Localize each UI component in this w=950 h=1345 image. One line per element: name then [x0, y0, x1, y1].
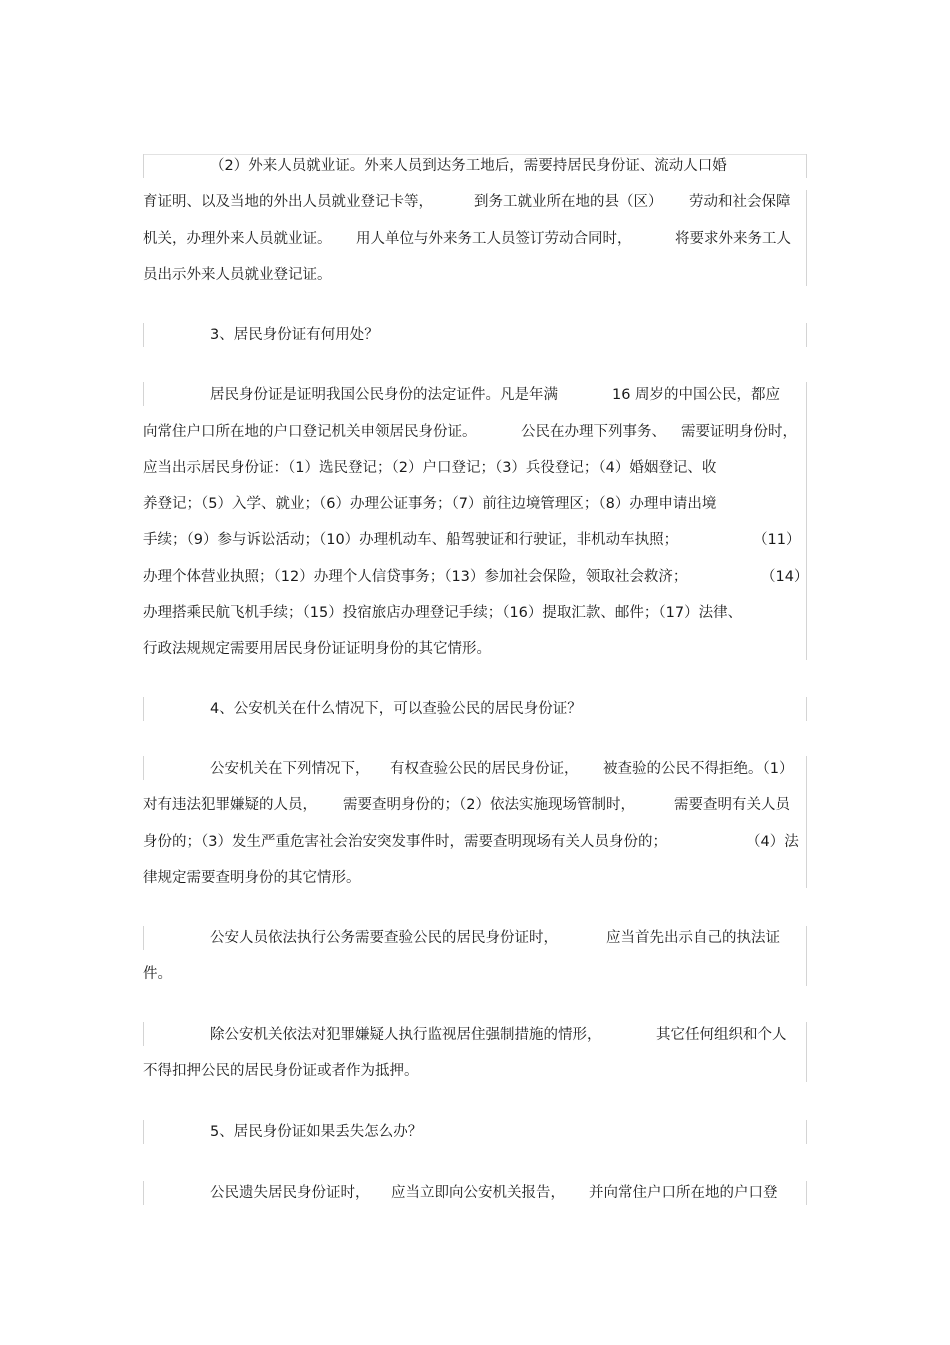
text-segment: （4）法	[746, 834, 799, 850]
text-segment: 应当首先出示自己的执法证	[606, 930, 780, 946]
text-segment: 被查验的公民不得拒绝。（1）	[603, 761, 794, 777]
paragraph-line	[143, 529, 807, 551]
text-segment: 到务工就业所在地的县（区）	[474, 194, 663, 210]
paragraph-line	[143, 1060, 807, 1082]
text-segment: 公民遗失居民身份证时，	[210, 1185, 370, 1201]
text-segment: 公安机关在下列情况下，	[210, 761, 370, 777]
text-segment: 用人单位与外来务工人员签订劳动合同时，	[356, 231, 632, 247]
paragraph-line	[143, 758, 807, 780]
text-segment: 办理搭乘民航飞机手续；（15）投宿旅店办理登记手续；（16）提取汇款、邮件；（17）法律、	[143, 605, 743, 621]
text-segment: 行政法规规定需要用居民身份证证明身份的其它情形。	[143, 641, 491, 657]
paragraph-line	[143, 264, 807, 286]
text-segment: 机关，办理外来人员就业证。	[143, 231, 332, 247]
text-segment: 有权查验公民的居民身份证，	[390, 761, 579, 777]
text-segment: （11）	[753, 532, 801, 548]
text-segment: 16 周岁的中国公民，都应	[612, 387, 781, 403]
paragraph-line	[143, 927, 807, 949]
text-segment: 4、公安机关在什么情况下，可以查验公民的居民身份证？	[210, 701, 582, 717]
text-segment: 劳动和社会保障	[689, 194, 791, 210]
text-segment: 育证明、以及当地的外出人员就业登记卡等，	[143, 194, 433, 210]
paragraph-line	[143, 155, 807, 177]
text-segment: 手续；（9）参与诉讼活动；（10）办理机动车、船驾驶证和行驶证，非机动车执照；	[143, 532, 679, 548]
text-segment: 养登记；（5）入学、就业；（6）办理公证事务；（7）前往边境管理区；（8）办理申请出境	[143, 496, 717, 512]
text-segment: 3、居民身份证有何用处？	[210, 327, 379, 343]
text-segment: （2）外来人员就业证。外来人员到达务工地后，需要持居民身份证、流动人口婚	[210, 158, 727, 174]
text-segment: 需要证明身份时，	[681, 424, 797, 440]
text-segment: 应当出示居民身份证：（1）选民登记；（2）户口登记；（3）兵役登记；（4）婚姻登记、收	[143, 460, 717, 476]
text-segment: 公安人员依法执行公务需要查验公民的居民身份证时，	[210, 930, 558, 946]
text-segment: 将要求外来务工人	[675, 231, 791, 247]
text-segment: 居民身份证是证明我国公民身份的法定证件。凡是年满	[210, 387, 558, 403]
text-segment: 并向常住户口所在地的户口登	[589, 1185, 778, 1201]
text-segment: 件。	[143, 966, 172, 982]
text-segment: 身份的；（3）发生严重危害社会治安突发事件时，需要查明现场有关人员身份的；	[143, 834, 667, 850]
paragraph-line	[143, 566, 807, 588]
text-segment: 向常住户口所在地的户口登记机关申领居民身份证。	[143, 424, 477, 440]
paragraph-line	[143, 421, 807, 443]
paragraph-line	[143, 963, 807, 985]
text-segment: 不得扣押公民的居民身份证或者作为抵押。	[143, 1063, 419, 1079]
text-segment: 除公安机关依法对犯罪嫌疑人执行监视居住强制措施的情形，	[210, 1027, 602, 1043]
paragraph-line	[143, 794, 807, 816]
text-segment: 需要查明身份的；（2）依法实施现场管制时，	[343, 797, 635, 813]
paragraph-line	[143, 867, 807, 889]
paragraph-line	[143, 191, 807, 213]
paragraph-line	[143, 228, 807, 250]
section-heading	[143, 324, 807, 346]
paragraph-line	[143, 384, 807, 406]
text-segment: 办理个体营业执照；（12）办理个人信贷事务；（13）参加社会保险，领取社会救济；	[143, 569, 688, 585]
section-heading	[143, 698, 807, 720]
paragraph-line	[143, 831, 807, 853]
text-segment: 5、居民身份证如果丢失怎么办？	[210, 1124, 423, 1140]
text-segment: （14）	[761, 569, 809, 585]
text-segment: 其它任何组织和个人	[656, 1027, 787, 1043]
text-segment: 对有违法犯罪嫌疑的人员，	[143, 797, 317, 813]
text-segment: 公民在办理下列事务、	[521, 424, 666, 440]
text-segment: 员出示外来人员就业登记证。	[143, 267, 332, 283]
paragraph-line	[143, 602, 807, 624]
paragraph-line	[143, 1182, 807, 1204]
text-segment: 律规定需要查明身份的其它情形。	[143, 870, 361, 886]
section-heading	[143, 1121, 807, 1143]
paragraph-line	[143, 493, 807, 515]
paragraph-line	[143, 1024, 807, 1046]
text-segment: 需要查明有关人员	[674, 797, 790, 813]
text-segment: 应当立即向公安机关报告，	[391, 1185, 565, 1201]
paragraph-line	[143, 457, 807, 479]
paragraph-line	[143, 638, 807, 660]
